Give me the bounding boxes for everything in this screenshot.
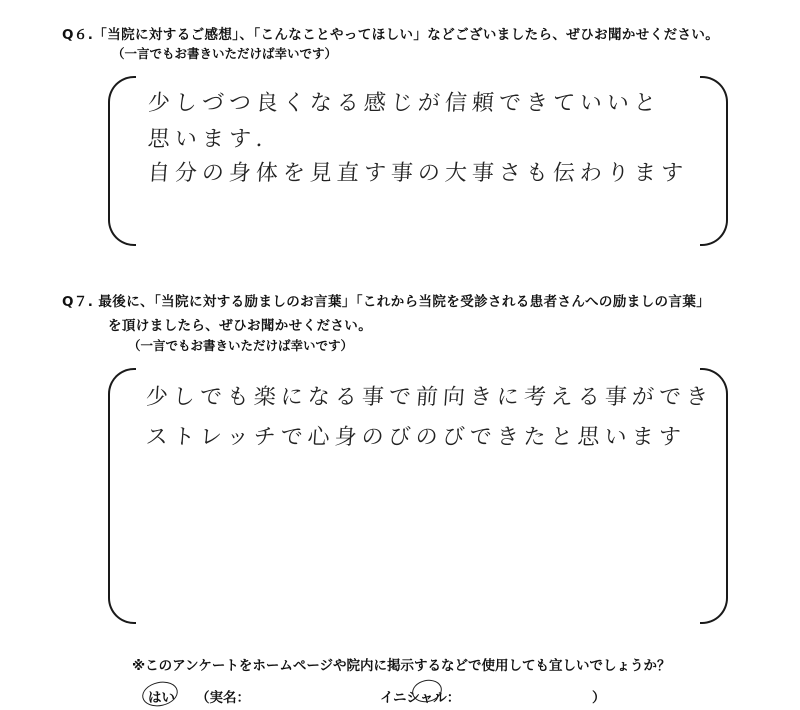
q6-answer-line-3: 自分の身体を見直す事の大事さも伝わります: [146, 161, 689, 186]
q7-answer-line-1: 少しでも楽になる事で前向きに考える事ができ: [144, 385, 714, 410]
close-paren: ）: [592, 690, 606, 706]
real-name-label: （実名：: [196, 690, 250, 706]
q6-answer-bracket-left: [108, 76, 136, 246]
q6-question: Q６.「当院に対するご感想」、「こんなことやってほしい」などございましたら、ぜひお聞かせください。: [62, 27, 720, 43]
q7-question-line-2: を頂けましたら、ぜひお聞かせください。: [108, 318, 373, 334]
initial-label: イニシャル：: [380, 690, 461, 706]
q6-answer-line-1: 少しづつ良くなる感じが信頼できていいと: [146, 91, 662, 116]
q7-note: （一言でもお書きいただけば幸いです）: [128, 338, 354, 353]
q6-note: （一言でもお書きいただけば幸いです）: [112, 46, 338, 61]
q6-answer-bracket-right: [700, 76, 728, 246]
permission-question: ※このアンケートをホームページや院内に掲示するなどで使用しても宜しいでしょうか？: [132, 658, 671, 674]
q6-answer-line-2: 思います.: [146, 127, 269, 152]
q7-question-line-1: Q７. 最後に、「当院に対する励ましのお言葉」「これから当院を受診される患者さんへの励ましの言葉」: [62, 294, 711, 310]
yes-option[interactable]: はい: [148, 690, 175, 706]
q7-answer-bracket-left: [108, 368, 136, 624]
q7-answer-line-2: ストレッチで心身のびのびできたと思います: [144, 425, 687, 450]
